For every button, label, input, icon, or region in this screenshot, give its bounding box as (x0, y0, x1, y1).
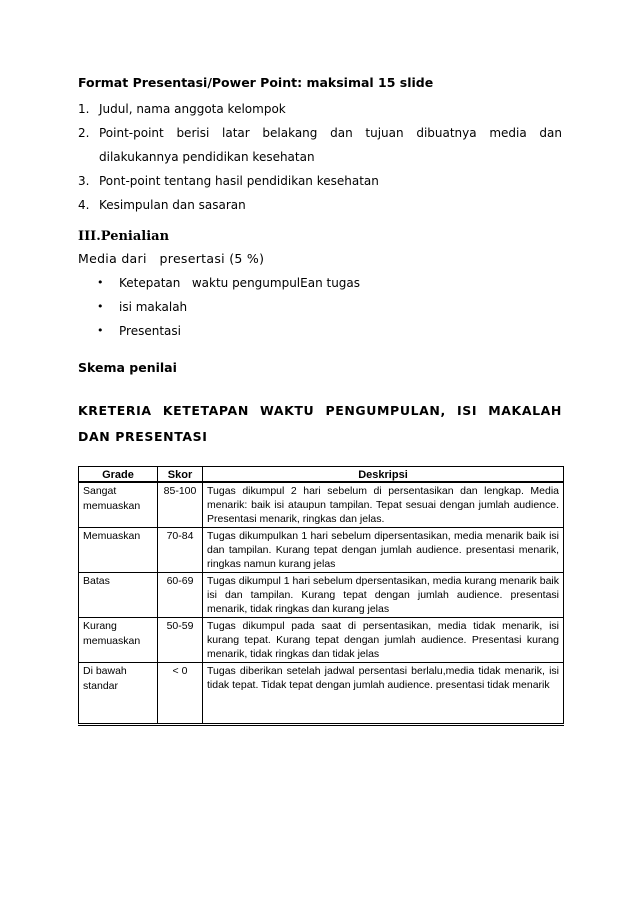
format-list (78, 97, 562, 217)
deskripsi-cell: Tugas diberikan setelah jadwal persentasi berlalu,media tidak menarik, isi tidak tepat. Tidak tepat dengan jumlah audience. presentasi tidak menarik (203, 663, 564, 725)
table-row (79, 573, 564, 618)
grade-cell: Kurang memuaskan (79, 618, 158, 663)
table-row (79, 663, 564, 725)
penilaian-bullet-list (97, 271, 360, 343)
format-item-number: 3. (78, 174, 90, 188)
format-item-number: 2. (78, 126, 90, 140)
format-item-3 (78, 169, 562, 193)
skor-cell: 85-100 (158, 482, 203, 528)
bullet-item (97, 319, 360, 343)
header-deskripsi: Deskripsi (203, 467, 564, 483)
format-item-text: Point-point berisi latar belakang dan tujuan dibuatnya media dan dilakukannya pendidikan kesehatan (99, 126, 562, 164)
deskripsi-cell: Tugas dikumpulkan 1 hari sebelum dipersentasikan, media menarik baik isi dan tampilan. Kurang tepat dengan jumlah audience. presentasi menarik, ringkas namun kurang jelas (203, 528, 564, 573)
grade-cell: Di bawah standar (79, 663, 158, 725)
format-item-1 (78, 97, 562, 121)
deskripsi-cell: Tugas dikumpul pada saat di persentasikan, media tidak menarik, isi kurang tepat. Kurang tepat dengan jumlah audience. Presentasi kurang menarik, tidak ringkas dan tidak jelas (203, 618, 564, 663)
format-heading: Format Presentasi/Power Point: maksimal 15 slide (78, 75, 434, 90)
skor-cell: 60-69 (158, 573, 203, 618)
bullet-icon: • (97, 300, 104, 313)
bullet-item (97, 271, 360, 295)
skor-cell: 70-84 (158, 528, 203, 573)
grade-cell: Batas (79, 573, 158, 618)
bullet-text: Presentasi (119, 324, 181, 338)
table-row (79, 618, 564, 663)
skor-cell: 50-59 (158, 618, 203, 663)
header-grade: Grade (79, 467, 158, 483)
format-item-4 (78, 193, 562, 217)
rubric-table (78, 466, 564, 726)
deskripsi-cell: Tugas dikumpul 1 hari sebelum dpersentasikan, media kurang menarik baik isi dan tampilan. Kurang tepat dengan jumlah audience. presentasi menarik, tidak ringkas dan kurang jelas (203, 573, 564, 618)
media-line: Media dari presertasi (5 %) (78, 251, 265, 266)
format-item-text: Judul, nama anggota kelompok (99, 102, 286, 116)
table-row (79, 482, 564, 528)
header-skor: Skor (158, 467, 203, 483)
bullet-text: Ketepatan waktu pengumpulEan tugas (119, 276, 361, 290)
grade-cell: Memuaskan (79, 528, 158, 573)
skor-cell: < 0 (158, 663, 203, 725)
format-item-text: Pont-point tentang hasil pendidikan kesehatan (99, 174, 379, 188)
table-header-row (79, 467, 564, 483)
format-item-number: 4. (78, 198, 90, 212)
bullet-icon: • (97, 276, 104, 289)
section-title-penilaian: III.Penialian (78, 229, 170, 244)
deskripsi-cell: Tugas dikumpul 2 hari sebelum di persentasikan dan lengkap. Media menarik: baik isi ataupun tampilan. Tepat sesuai dengan jumlah audience. Presentasi menarik, ringkas dan jelas. (203, 482, 564, 528)
format-item-text: Kesimpulan dan sasaran (99, 198, 246, 212)
format-item-number: 1. (78, 102, 90, 116)
bullet-item (97, 295, 360, 319)
format-item-2 (78, 121, 562, 169)
bullet-text: isi makalah (119, 300, 188, 314)
bullet-icon: • (97, 324, 104, 337)
table-row (79, 528, 564, 573)
grade-cell: Sangat memuaskan (79, 482, 158, 528)
kriteria-heading: KRETERIA KETETAPAN WAKTU PENGUMPULAN, ISI MAKALAH DAN PRESENTASI (78, 403, 562, 444)
skema-title: Skema penilai (78, 360, 177, 375)
